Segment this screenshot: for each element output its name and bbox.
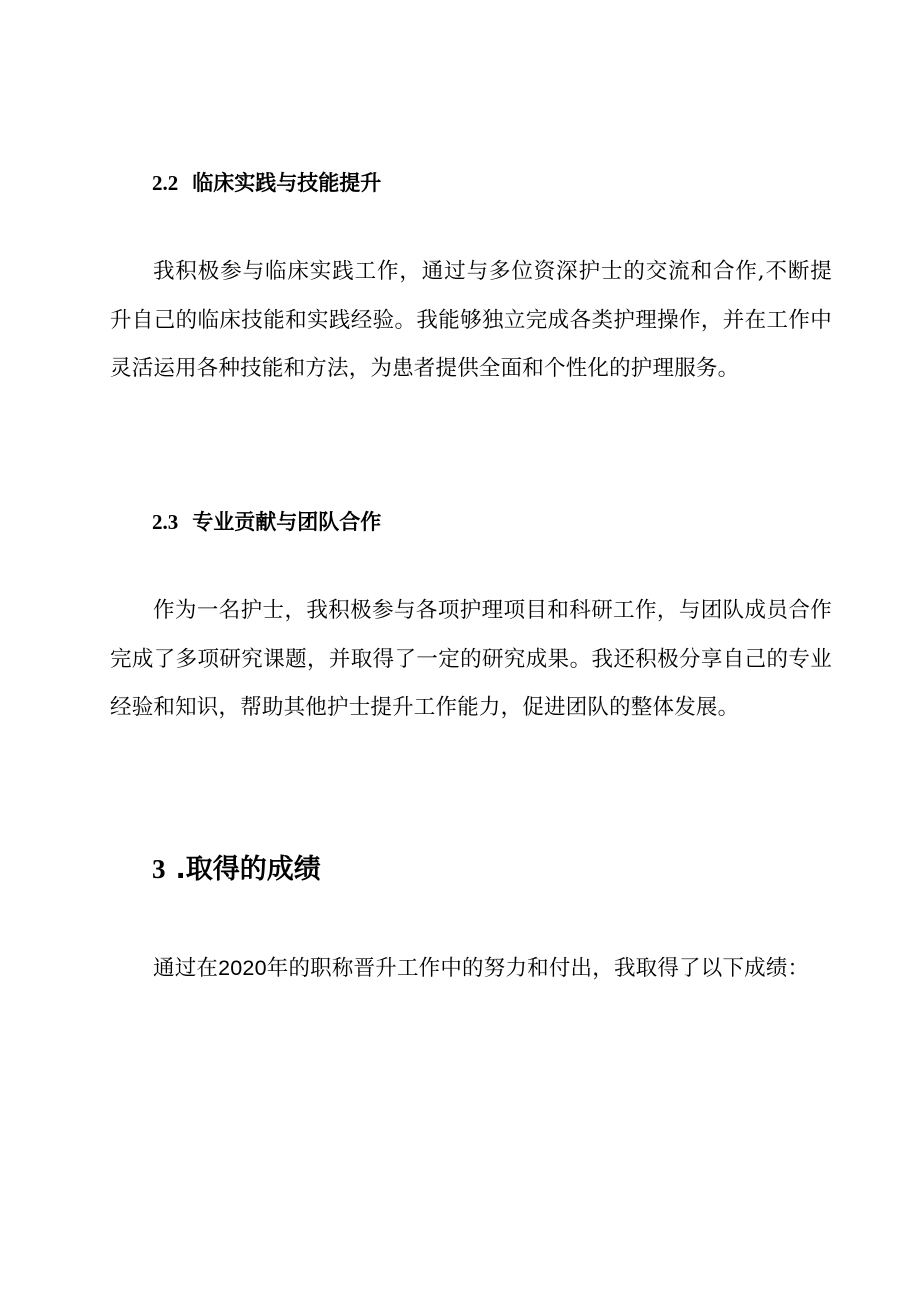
intro-text-before: 通过在 [153,956,219,981]
section-heading-3 [152,852,321,887]
section-paragraph-2-3: 作为一名护士，我积极参与各项护理项目和科研工作，与团队成员合作完成了多项研究课题，并取得了一定的研究成果。我还积极分享自己的专业经验和知识，帮助其他护士提升工作能力，促进团队的整体发展。 [110,598,832,720]
section-number: 2.2 [152,171,179,195]
section-number: 2.3 [152,510,179,534]
intro-text-after: 年的职称晋升工作中的努力和付出，我取得了以下成绩： [266,956,810,981]
section-title: 专业贡献与团队合作 [192,510,382,534]
section-number: 3 [152,854,166,884]
section-title: 临床实践与技能提升 [192,171,382,195]
section-intro-3 [110,944,832,994]
section-heading-2-3 [152,508,381,536]
section-title: .取得的成绩 [175,854,321,885]
section-heading-2-2 [152,169,381,197]
section-paragraph-2-2: 我积极参与临床实践工作，通过与多位资深护士的交流和合作,不断提升自己的临床技能和实践经验。我能够独立完成各类护理操作，并在工作中灵活运用各种技能和方法，为患者提供全面和个性化的护理服务。 [110,259,832,381]
intro-year: 2020 [218,956,267,980]
